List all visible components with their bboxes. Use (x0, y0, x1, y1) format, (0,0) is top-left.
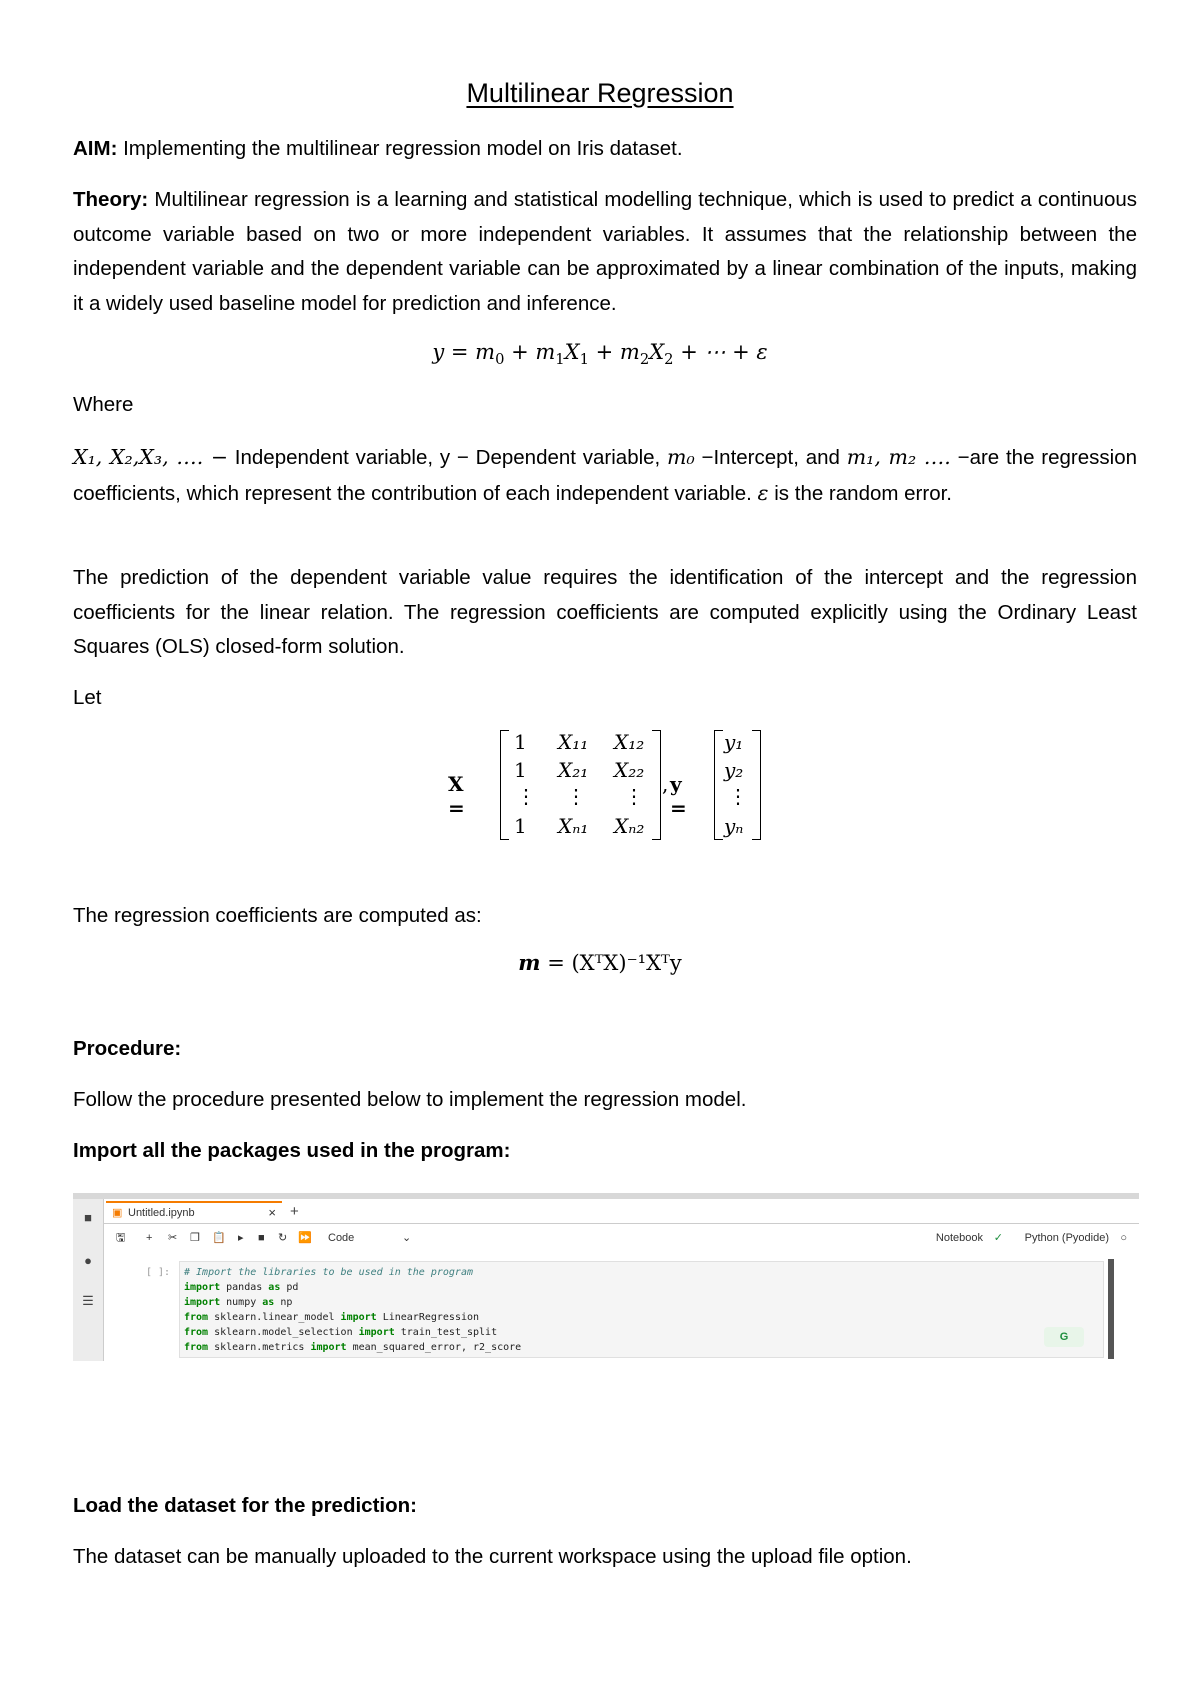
copy-icon[interactable]: ❐ (190, 1232, 200, 1244)
coeff-intro: The regression coefficients are computed as: (73, 904, 482, 927)
import-label: Import all the packages used in the program: (73, 1139, 511, 1162)
stop-icon[interactable]: ■ (258, 1232, 265, 1244)
procedure-label: Procedure: (73, 1037, 182, 1060)
load-text: The dataset can be manually uploaded to the current workspace using the upload file option. (73, 1545, 912, 1568)
running-icon[interactable]: ● (84, 1253, 92, 1268)
definitions-paragraph: X₁, X₂,X₃, …. − Independent variable, y − Dependent variable, m₀ −Intercept, and m₁, m₂ …. −are the regression coefficients, which represent the contribution of each independent variable. ε is the random error. (73, 445, 1137, 505)
grammarly-badge[interactable]: G (1044, 1327, 1084, 1347)
cell-type-select[interactable]: Code (328, 1232, 355, 1244)
matrix-y-label: y = (670, 772, 687, 820)
theory-label: Theory: (73, 188, 149, 211)
let-label: Let (73, 686, 102, 709)
y-right-bracket (752, 730, 761, 840)
add-tab-button[interactable]: + (290, 1203, 299, 1220)
add-cell-icon[interactable]: + (146, 1232, 153, 1244)
regression-equation: $y = m_0 + m_1X_1 + m_2X_2$ + ⋯ + ε (432, 340, 768, 369)
code-text: # Import the libraries to be used in the program import pandas as pd import numpy as np from sklearn.linear_model import LinearRegression from sklearn.model_selection import train_test_split from sklearn.metrics import mean_squared_error, r2_score (184, 1267, 522, 1353)
kernel-name[interactable]: Python (Pyodide) (1024, 1232, 1109, 1244)
close-icon[interactable]: × (268, 1205, 276, 1220)
scrollbar[interactable] (1108, 1259, 1114, 1359)
notebook-tab[interactable] (106, 1201, 282, 1223)
load-label: Load the dataset for the prediction: (73, 1494, 417, 1517)
y-left-bracket (714, 730, 723, 840)
theory-paragraph (73, 183, 1137, 321)
document-page: Multilinear Regression AIM: Implementing the multilinear regression model on Iris dataset. Theory: Multilinear regression is a learning and statistical modelling technique, which is used to predict a continuous outcome variable based on two or more independent variables. It assumes that the relationship between the independent variable and the dependent variable can be approximated by a linear combination of the inputs, making it a widely used baseline model for prediction and inference. $y = m_0 + m_1X_1 + m_2X_2$ + ⋯ + ε Where X₁, X₂,X₃, …. − Independent variable, y − Dependent variable, m₀ −Intercept, and m₁, m₂ …. −are the regression coefficients, which represent the contribution of each independent variable. ε is the random error. The prediction of the dependent variable value requires the identification of the intercept and the regression coefficients for the linear relation. The regression coefficients are computed explicitly using the Ordinary Least Squares (OLS) closed-form solution. Let X = 1 X₁₁ X₁₂ 1 X₂₁ X₂₂ ⋮ ⋮ ⋮ 1 Xₙ₁ Xₙ₂ , y = y₁ y₂ ⋮ yₙ The regression coefficients are computed as: m = (XᵀX)⁻¹Xᵀy Procedure: Follow the procedure presented below to implement the regression model. Import all the packages used in the program: ■ ● ☰ ▣ Untitled.ipynb × + 🖫 + ✂ ❐ 📋 ▸ ■ ↻ ⏩ Code ⌄ Notebook ✓ Python (Pyodide) ○ [ ]: # Import the libraries to be used in the program import pandas as pd import numpy as np from sklearn.linear_model import LinearRegression from sklearn.model_selection import train_test_split from sklearn.metrics import mean_squared_error, r2_score G Load the dataset for the prediction: The dataset can be manually uploaded to the current workspace using the upload file option. (0, 0, 1200, 1696)
page-title: Multilinear Regression (466, 78, 734, 108)
cell-prompt: [ ]: (146, 1267, 171, 1278)
left-bracket (500, 730, 509, 840)
kernel-status-icon: ○ (1120, 1232, 1127, 1244)
notebook-area (103, 1199, 1139, 1361)
restart-icon[interactable]: ↻ (278, 1232, 288, 1244)
coeff-formula: m = (XᵀX)⁻¹Xᵀy (518, 950, 682, 975)
notebook-toolbar (112, 1227, 1131, 1249)
notebook-sidebar (73, 1199, 103, 1361)
prediction-paragraph: The prediction of the dependent variable value requires the identification of the intercept and the regression coefficients for the linear relation. The regression coefficients are computed explicitly using the Ordinary Least Squares (OLS) closed-form solution. (73, 566, 1137, 658)
where-label: Where (73, 393, 134, 416)
aim-text: Implementing the multilinear regression model on Iris dataset. (117, 137, 683, 160)
folder-icon[interactable]: ■ (84, 1210, 92, 1225)
toc-icon[interactable]: ☰ (82, 1293, 94, 1308)
right-bracket (652, 730, 661, 840)
tab-divider (104, 1223, 1139, 1224)
run-icon[interactable]: ▸ (238, 1232, 244, 1244)
notebook-label[interactable]: Notebook (935, 1232, 983, 1244)
theory-text: Multilinear regression is a learning and statistical modelling technique, which is used to predict a continuous outcome variable based on two or more independent variables. It assumes that the relationship between the independent variable and the dependent variable can be approximated by a linear combination of the inputs, making it a widely used baseline model for prediction and inference. (73, 188, 1137, 315)
chevron-down-icon[interactable]: ⌄ (402, 1232, 412, 1244)
cut-icon[interactable]: ✂ (168, 1232, 178, 1244)
tab-title: Untitled.ipynb (128, 1207, 195, 1219)
notebook-icon: ▣ (112, 1207, 123, 1219)
aim-paragraph (73, 132, 1137, 167)
save-icon[interactable]: 🖫 (116, 1232, 126, 1244)
matrix-x-label: X = (448, 772, 465, 820)
aim-label: AIM: (73, 137, 118, 160)
check-icon: ✓ (993, 1232, 1003, 1244)
notebook-screenshot (73, 1193, 1139, 1361)
fast-forward-icon[interactable]: ⏩ (298, 1232, 312, 1244)
paste-icon[interactable]: 📋 (212, 1232, 226, 1244)
procedure-text: Follow the procedure presented below to implement the regression model. (73, 1088, 747, 1111)
